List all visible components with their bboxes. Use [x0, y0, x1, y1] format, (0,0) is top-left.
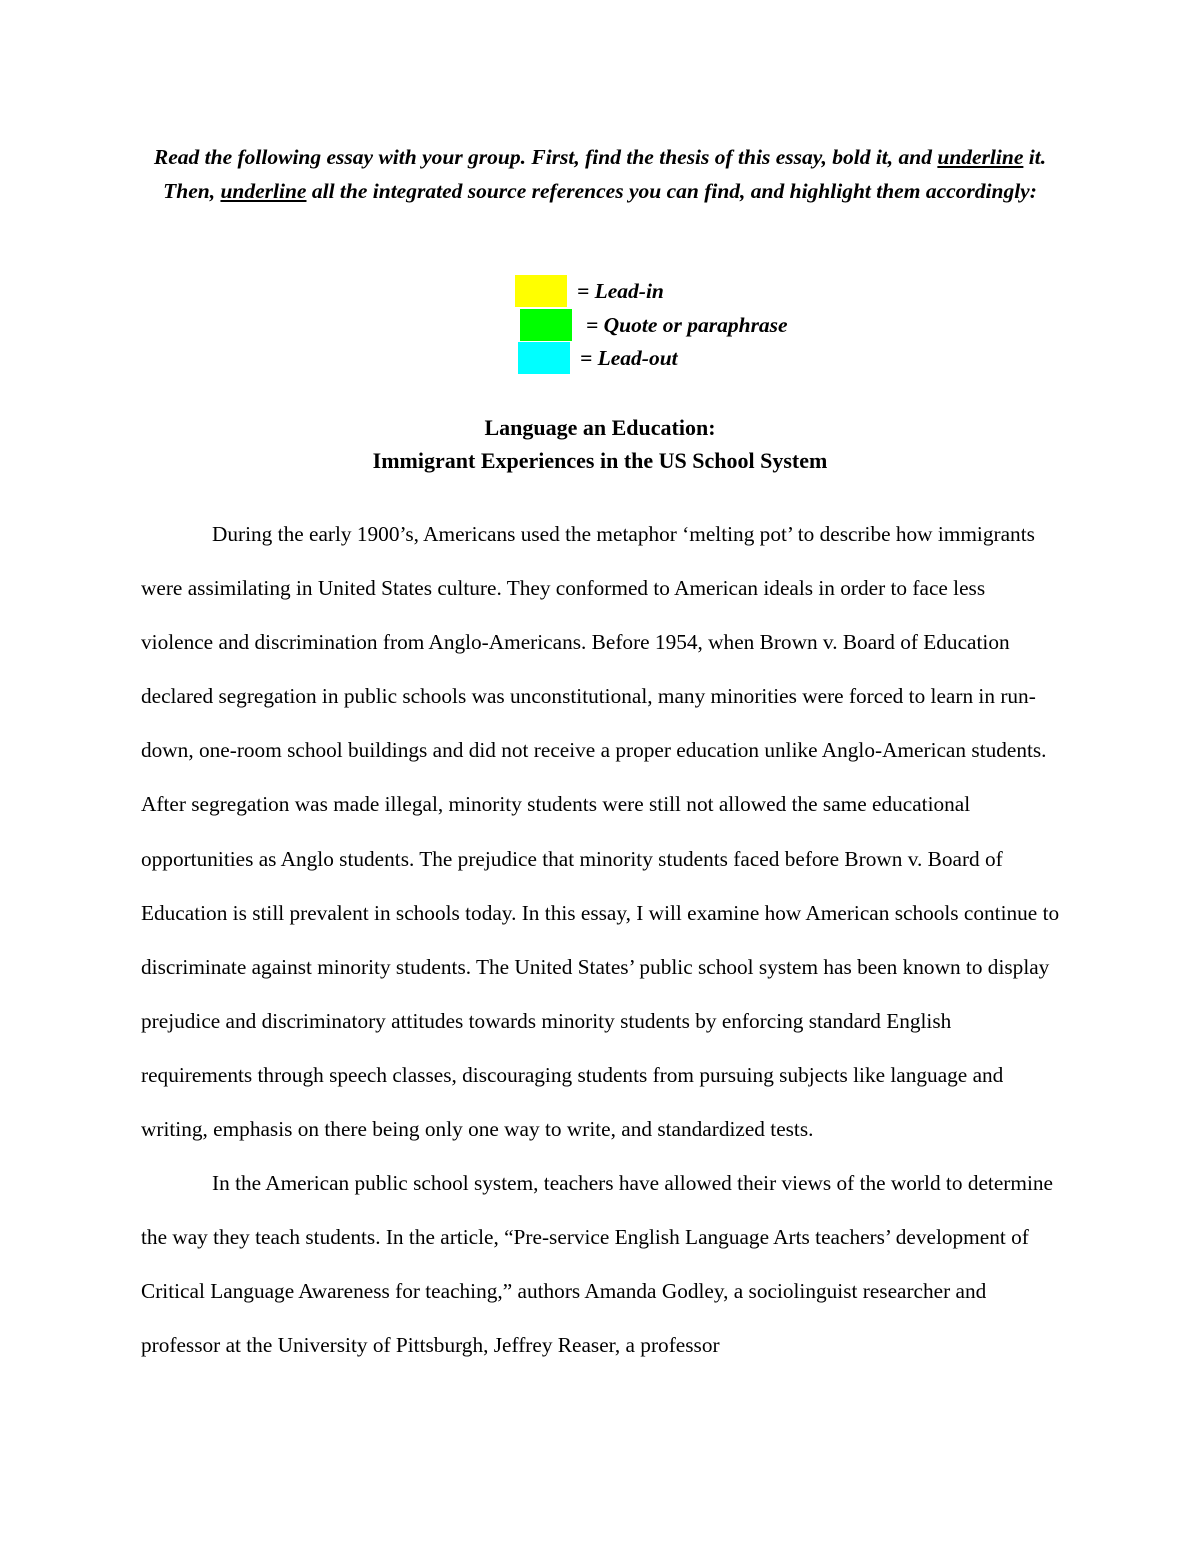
- instructions-text-1: Read the following essay with your group. First, find the thesis of this essay, bold it, and: [153, 145, 938, 169]
- essay-title: [140, 411, 1060, 477]
- essay-title-line-1: Language an Education:: [484, 415, 716, 440]
- lead-out-swatch: [518, 342, 570, 374]
- quote-swatch: [520, 309, 572, 341]
- essay-body: [141, 507, 1061, 1373]
- instructions: [140, 140, 1060, 208]
- lead-out-label: = Lead-out: [580, 345, 678, 370]
- essay-paragraph-2: In the American public school system, teachers have allowed their views of the world to determine the way they teach students. In the article, “Pre-service English Language Arts teachers’ development of Critical Language Awareness for teaching,” authors Amanda Godley, a sociolinguist researcher and professor at the University of Pittsburgh, Jeffrey Reaser, a professor: [141, 1171, 1053, 1358]
- instructions-underline-1: underline: [937, 145, 1024, 169]
- highlight-legend: [0, 275, 1200, 375]
- lead-in-swatch: [515, 275, 567, 307]
- instructions-text-3: all the integrated source references you can find, and highlight them accordingly:: [306, 179, 1037, 203]
- instructions-text-2: it. Then,: [163, 145, 1047, 203]
- lead-in-label: = Lead-in: [577, 278, 664, 303]
- legend-lead-out: [518, 342, 678, 374]
- essay-title-line-2: Immigrant Experiences in the US School System: [372, 448, 828, 473]
- quote-label: = Quote or paraphrase: [586, 312, 788, 337]
- legend-lead-in: [515, 275, 664, 307]
- legend-quote-or-paraphrase: [520, 309, 788, 341]
- instructions-underline-2: underline: [220, 179, 307, 203]
- essay-paragraph-1: During the early 1900’s, Americans used the metaphor ‘melting pot’ to describe how immigrants were assimilating in United States culture. They conformed to American ideals in order to face less violence and discrimination from Anglo-Americans. Before 1954, when Brown v. Board of Education declared segregation in public schools was unconstitutional, many minorities were forced to learn in run-down, one-room school buildings and did not receive a proper education unlike Anglo-American students. After segregation was made illegal, minority students were still not allowed the same educational opportunities as Anglo students. The prejudice that minority students faced before Brown v. Board of Education is still prevalent in schools today. In this essay, I will examine how American schools continue to discriminate against minority students. The United States’ public school system has been known to display prejudice and discriminatory attitudes towards minority students by enforcing standard English requirements through speech classes, discouraging students from pursuing subjects like language and writing, emphasis on there being only one way to write, and standardized tests.: [141, 522, 1060, 1142]
